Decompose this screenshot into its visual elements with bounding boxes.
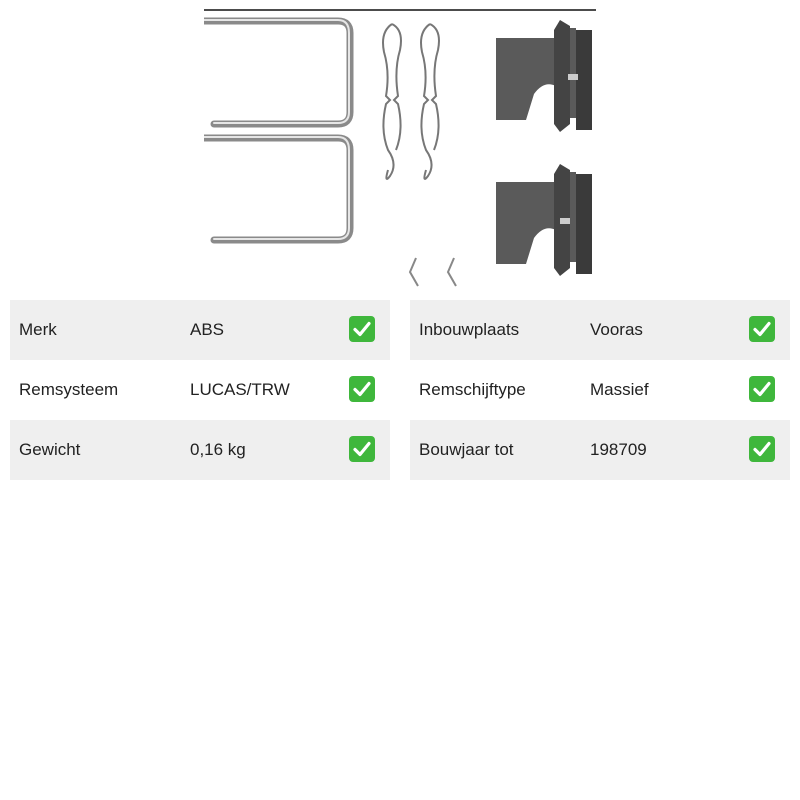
check-icon xyxy=(749,436,775,462)
spec-row-inbouwplaats xyxy=(410,300,790,360)
spec-row-remsysteem xyxy=(10,360,390,420)
spec-table-right xyxy=(410,300,790,480)
product-image xyxy=(204,0,596,292)
spec-label: Remschijftype xyxy=(419,380,526,399)
spec-value: ABS xyxy=(190,320,225,339)
spec-value: 0,16 kg xyxy=(190,440,246,459)
check-icon xyxy=(749,316,775,342)
retaining-wire-bottom-highlight xyxy=(204,137,349,239)
spec-row-bouwjaar-tot xyxy=(410,420,790,480)
spec-label: Gewicht xyxy=(19,440,81,459)
check-icon xyxy=(349,436,375,462)
spec-row-gewicht xyxy=(10,420,390,480)
spec-value: LUCAS/TRW xyxy=(190,380,290,399)
spring-clip-right xyxy=(421,24,439,179)
spec-value: Massief xyxy=(590,380,649,399)
spec-label: Remsysteem xyxy=(19,380,119,399)
spec-value: Vooras xyxy=(590,320,643,339)
anti-rattle-bracket-top xyxy=(496,20,592,132)
retaining-wire-top xyxy=(204,21,350,124)
check-icon xyxy=(349,376,375,402)
spec-table-left xyxy=(10,300,390,480)
spec-row-merk xyxy=(10,300,390,360)
split-pins xyxy=(410,258,456,286)
check-icon xyxy=(349,316,375,342)
retaining-wire-bottom xyxy=(204,138,350,240)
check-icon xyxy=(749,376,775,402)
spring-clip-left xyxy=(383,24,401,179)
spec-label: Inbouwplaats xyxy=(419,320,520,339)
spec-label: Bouwjaar tot xyxy=(419,440,514,459)
spec-value: 198709 xyxy=(590,440,647,459)
retaining-wire-top-highlight xyxy=(204,20,349,123)
anti-rattle-bracket-bottom xyxy=(496,164,592,276)
spec-row-remschijftype xyxy=(410,360,790,420)
spec-label: Merk xyxy=(19,320,57,339)
